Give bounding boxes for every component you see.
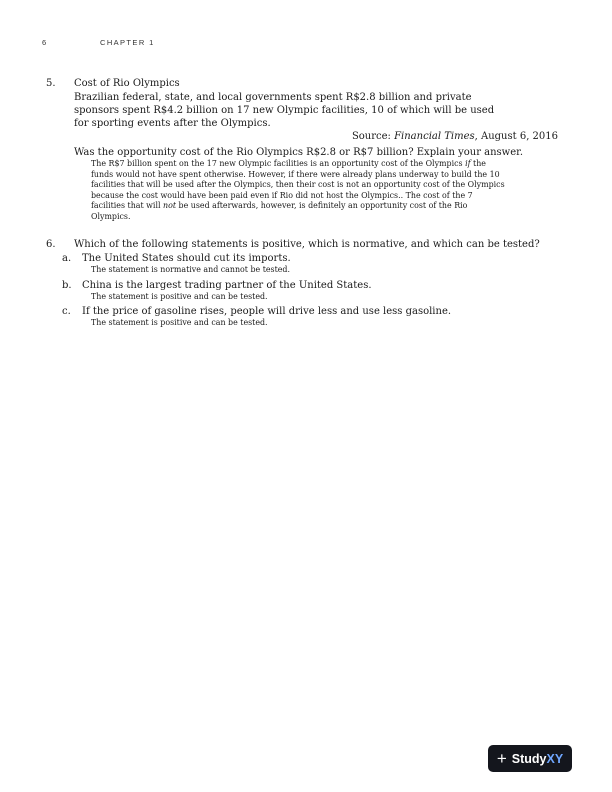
question-title: Cost of Rio Olympics xyxy=(74,78,180,89)
answer-text: The statement is positive and can be tested. xyxy=(91,318,268,327)
running-head xyxy=(42,38,155,47)
answer-emphasis-not: not xyxy=(163,201,177,211)
sub-question-label: b. xyxy=(62,280,72,291)
source-prefix: Source: xyxy=(351,131,395,142)
source-date: , August 6, 2016 xyxy=(474,131,558,142)
question-prompt: Was the opportunity cost of the Rio Olympics R$2.8 or R$7 billion? Explain your answer. xyxy=(74,147,524,158)
question-intro: Brazilian federal, state, and local governments spent R$2.8 billion and private sponsors spent R$4.2 billion on 17 new Olympic facilities, 10 of which will be used for sporting events after the Olympics. xyxy=(74,92,495,129)
question-number: 6. xyxy=(46,239,56,250)
sub-question-statement: The United States should cut its imports. xyxy=(82,253,291,264)
answer-segment: The R$7 billion spent on the 17 new Olympic facilities is an opportunity cost of the Olympics xyxy=(91,159,466,168)
chapter-label: CHAPTER 1 xyxy=(100,38,155,47)
answer-emphasis-if: if xyxy=(465,159,471,168)
answer-segment: be used afterwards, however, is definitely an opportunity cost of the Rio Olympics. xyxy=(91,201,468,221)
answer-text: The statement is normative and cannot be tested. xyxy=(91,265,290,274)
sub-question-statement: If the price of gasoline rises, people will drive less and use less gasoline. xyxy=(82,306,452,317)
question-number: 5. xyxy=(46,78,56,89)
source-citation xyxy=(352,130,558,143)
plus-icon: + xyxy=(496,749,507,768)
source-publication: Financial Times xyxy=(394,131,475,142)
answer-text xyxy=(91,159,509,223)
logo-accent-text: XY xyxy=(546,751,564,766)
question-prompt: Which of the following statements is positive, which is normative, and which can be tested? xyxy=(74,239,540,250)
answer-segment: the funds would not have spent otherwise. However, if there were already plans underway to build the 10 facilities that will be used after the Olympics, then their cost is not an opportunity cost of the Olympics because the cost would have been paid even if Rio did not host the Olympics.. The cost of the 7 facilities that will xyxy=(91,159,505,211)
sub-question-label: c. xyxy=(62,306,71,317)
logo-text: Study xyxy=(511,751,547,766)
answer-text: The statement is positive and can be tested. xyxy=(91,292,268,301)
studyxy-logo[interactable] xyxy=(488,745,572,772)
sub-question-label: a. xyxy=(62,253,72,264)
sub-question-statement: China is the largest trading partner of the United States. xyxy=(82,280,372,291)
page-number: 6 xyxy=(42,38,48,47)
